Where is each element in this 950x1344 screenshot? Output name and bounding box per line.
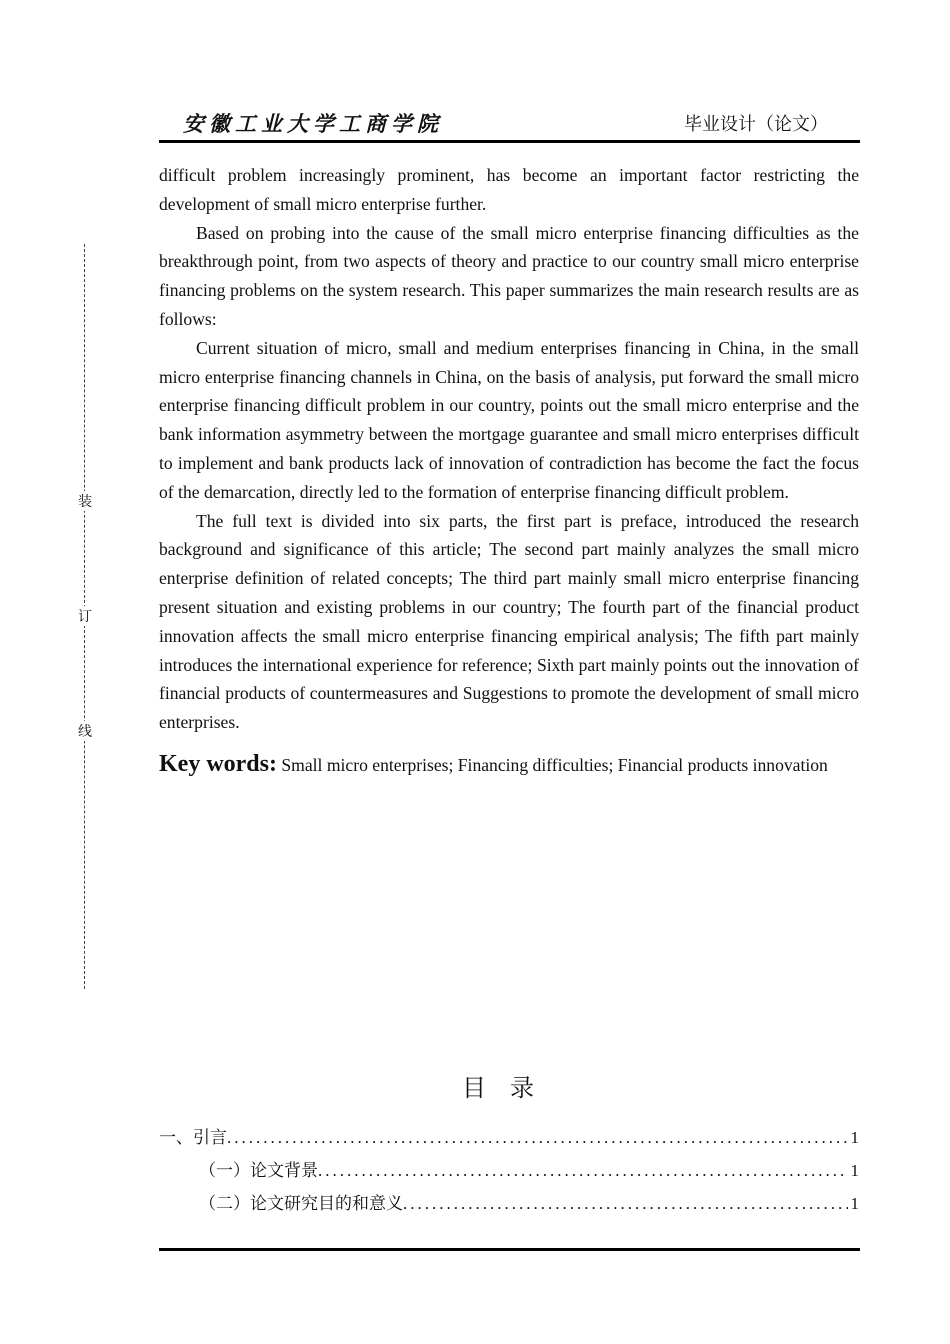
toc-entry[interactable] (159, 1124, 859, 1157)
keywords (159, 750, 859, 780)
toc-title: 目录 (462, 1074, 558, 1102)
toc-leader (403, 1190, 848, 1223)
paragraph: Based on probing into the cause of the small micro enterprise financing difficulties as the breakthrough point, from two aspects of theory and practice to our country small micro enterprise financing problems on the system research. This paper summarizes the main research results are as follows: (159, 222, 859, 329)
toc-entry[interactable] (159, 1157, 859, 1190)
toc-entry-label: 一、引言 (159, 1128, 227, 1147)
toc-leader (227, 1124, 848, 1157)
toc-entry[interactable] (159, 1190, 859, 1223)
toc-entry-page: 1 (850, 1128, 859, 1147)
school-name: 安徽工业大学工商学院 (183, 112, 443, 136)
document-type: 毕业设计（论文） (684, 114, 828, 134)
paragraph: The full text is divided into six parts, the first part is preface, introduced the research background and significance of this article; The second part mainly analyzes the small micro enterprise definition of related concepts; The third part mainly small micro enterprise financing present situation and existing problems in our country; The fourth part of the financial product innovation affects the small micro enterprise financing empirical analysis; The fifth part mainly introduces the international experience for reference; Sixth part mainly points out the innovation of financial products of countermeasures and Suggestions to promote the development of small micro enterprises. (159, 510, 859, 733)
footer-rule (159, 1248, 860, 1251)
paragraph: Current situation of micro, small and medium enterprises financing in China, in the small micro enterprise financing channels in China, on the basis of analysis, put forward the small micro enterprise financing difficult problem in our country, points out the small micro enterprise and the bank information asymmetry between the mortgage guarantee and small micro enterprises difficult to implement and bank products lack of innovation of contradiction has become the fact the focus of the demarcation, directly led to the formation of enterprise financing difficult problem. (159, 337, 859, 502)
page-header (159, 106, 860, 143)
paragraph: difficult problem increasingly prominent, has become an important factor restricting the development of small micro enterprise further. (159, 165, 859, 214)
toc-entry-page: 1 (850, 1161, 859, 1180)
binding-char-ding: 订 (76, 606, 94, 626)
binding-char-zhuang: 装 (76, 491, 94, 511)
toc-entry-page: 1 (850, 1194, 859, 1213)
binding-char-xian: 线 (76, 721, 94, 741)
toc-entry-label: （二）论文研究目的和意义 (199, 1194, 403, 1213)
toc-entry-label: （一）论文背景 (199, 1161, 318, 1180)
keywords-label: Key words: (159, 750, 277, 777)
table-of-contents (159, 1124, 859, 1223)
toc-leader (318, 1157, 848, 1190)
keywords-text: Small micro enterprises; Financing difficulties; Financial products innovation (281, 754, 828, 775)
abstract-body (159, 161, 859, 780)
